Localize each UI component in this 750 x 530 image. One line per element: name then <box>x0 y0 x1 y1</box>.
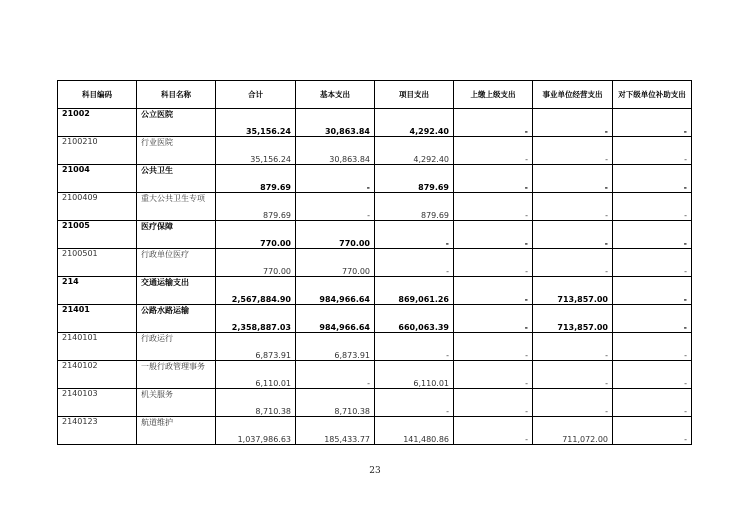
cell-subject-code: 21004 <box>58 165 137 193</box>
page-number: 23 <box>369 466 381 476</box>
cell-remit-superior: - <box>454 221 533 249</box>
cell-subject-name: 公路水路运输 <box>137 305 216 333</box>
header-total: 合计 <box>216 81 296 109</box>
cell-remit-superior: - <box>454 109 533 137</box>
cell-subsidy-subordinate: - <box>613 305 692 333</box>
cell-project-expenditure: - <box>375 333 454 361</box>
cell-subsidy-subordinate: - <box>613 221 692 249</box>
cell-total: 770.00 <box>216 249 296 277</box>
cell-remit-superior: - <box>454 193 533 221</box>
cell-basic-expenditure: 6,873.91 <box>296 333 375 361</box>
table-row <box>58 249 692 277</box>
cell-subsidy-subordinate: - <box>613 417 692 445</box>
cell-basic-expenditure: - <box>296 165 375 193</box>
cell-subject-code: 21401 <box>58 305 137 333</box>
cell-subject-code: 2140102 <box>58 361 137 389</box>
cell-project-expenditure: 141,480.86 <box>375 417 454 445</box>
table-row <box>58 165 692 193</box>
cell-subsidy-subordinate: - <box>613 389 692 417</box>
cell-project-expenditure: 4,292.40 <box>375 109 454 137</box>
cell-basic-expenditure: - <box>296 361 375 389</box>
cell-subject-code: 2140101 <box>58 333 137 361</box>
cell-business-expenditure: 711,072.00 <box>533 417 613 445</box>
cell-subject-name: 行业医院 <box>137 137 216 165</box>
cell-basic-expenditure: 30,863.84 <box>296 109 375 137</box>
table-row <box>58 361 692 389</box>
cell-business-expenditure: - <box>533 389 613 417</box>
cell-business-expenditure: - <box>533 193 613 221</box>
cell-basic-expenditure: 8,710.38 <box>296 389 375 417</box>
cell-project-expenditure: 6,110.01 <box>375 361 454 389</box>
cell-project-expenditure: 879.69 <box>375 193 454 221</box>
header-project-expenditure: 项目支出 <box>375 81 454 109</box>
table-row <box>58 333 692 361</box>
cell-business-expenditure: - <box>533 361 613 389</box>
table-row <box>58 417 692 445</box>
cell-subject-code: 2100210 <box>58 137 137 165</box>
cell-project-expenditure: 879.69 <box>375 165 454 193</box>
cell-total: 6,873.91 <box>216 333 296 361</box>
header-subject-code: 科目编码 <box>58 81 137 109</box>
header-remit-superior: 上缴上级支出 <box>454 81 533 109</box>
cell-business-expenditure: 713,857.00 <box>533 277 613 305</box>
cell-subject-code: 21002 <box>58 109 137 137</box>
table-row <box>58 193 692 221</box>
cell-subsidy-subordinate: - <box>613 193 692 221</box>
cell-project-expenditure: - <box>375 221 454 249</box>
table-row <box>58 305 692 333</box>
cell-subsidy-subordinate: - <box>613 109 692 137</box>
cell-remit-superior: - <box>454 389 533 417</box>
cell-remit-superior: - <box>454 333 533 361</box>
cell-remit-superior: - <box>454 305 533 333</box>
cell-subject-code: 214 <box>58 277 137 305</box>
cell-subject-name: 公立医院 <box>137 109 216 137</box>
cell-basic-expenditure: 770.00 <box>296 249 375 277</box>
cell-subject-code: 2100501 <box>58 249 137 277</box>
cell-business-expenditure: - <box>533 109 613 137</box>
cell-total: 8,710.38 <box>216 389 296 417</box>
table-row <box>58 221 692 249</box>
cell-subject-code: 2140103 <box>58 389 137 417</box>
cell-total: 2,567,884.90 <box>216 277 296 305</box>
header-subject-name: 科目名称 <box>137 81 216 109</box>
cell-remit-superior: - <box>454 277 533 305</box>
cell-subject-code: 21005 <box>58 221 137 249</box>
cell-total: 35,156.24 <box>216 137 296 165</box>
cell-total: 1,037,986.63 <box>216 417 296 445</box>
cell-basic-expenditure: 30,863.84 <box>296 137 375 165</box>
cell-subsidy-subordinate: - <box>613 249 692 277</box>
cell-basic-expenditure: - <box>296 193 375 221</box>
budget-expenditure-table <box>57 80 692 445</box>
cell-total: 879.69 <box>216 165 296 193</box>
cell-remit-superior: - <box>454 137 533 165</box>
cell-subject-code: 2140123 <box>58 417 137 445</box>
cell-business-expenditure: - <box>533 249 613 277</box>
table-header-row <box>58 81 692 109</box>
header-business-expenditure: 事业单位经营支出 <box>533 81 613 109</box>
cell-total: 2,358,887.03 <box>216 305 296 333</box>
header-basic-expenditure: 基本支出 <box>296 81 375 109</box>
cell-business-expenditure: - <box>533 221 613 249</box>
cell-project-expenditure: - <box>375 389 454 417</box>
cell-project-expenditure: 660,063.39 <box>375 305 454 333</box>
cell-basic-expenditure: 984,966.64 <box>296 277 375 305</box>
cell-subsidy-subordinate: - <box>613 277 692 305</box>
cell-project-expenditure: - <box>375 249 454 277</box>
cell-basic-expenditure: 185,433.77 <box>296 417 375 445</box>
table-row <box>58 109 692 137</box>
table-row <box>58 389 692 417</box>
cell-business-expenditure: 713,857.00 <box>533 305 613 333</box>
cell-project-expenditure: 4,292.40 <box>375 137 454 165</box>
cell-subject-name: 机关服务 <box>137 389 216 417</box>
table-body <box>58 109 692 445</box>
cell-project-expenditure: 869,061.26 <box>375 277 454 305</box>
cell-subject-name: 重大公共卫生专项 <box>137 193 216 221</box>
cell-total: 35,156.24 <box>216 109 296 137</box>
cell-subsidy-subordinate: - <box>613 333 692 361</box>
cell-business-expenditure: - <box>533 137 613 165</box>
cell-total: 770.00 <box>216 221 296 249</box>
cell-subject-name: 交通运输支出 <box>137 277 216 305</box>
table-row <box>58 277 692 305</box>
cell-total: 6,110.01 <box>216 361 296 389</box>
cell-remit-superior: - <box>454 361 533 389</box>
cell-subsidy-subordinate: - <box>613 165 692 193</box>
cell-basic-expenditure: 770.00 <box>296 221 375 249</box>
cell-basic-expenditure: 984,966.64 <box>296 305 375 333</box>
cell-subject-code: 2100409 <box>58 193 137 221</box>
cell-remit-superior: - <box>454 165 533 193</box>
cell-subject-name: 一般行政管理事务 <box>137 361 216 389</box>
cell-remit-superior: - <box>454 249 533 277</box>
cell-subsidy-subordinate: - <box>613 361 692 389</box>
cell-subject-name: 航道维护 <box>137 417 216 445</box>
cell-subject-name: 行政单位医疗 <box>137 249 216 277</box>
cell-subject-name: 医疗保障 <box>137 221 216 249</box>
cell-subsidy-subordinate: - <box>613 137 692 165</box>
cell-business-expenditure: - <box>533 333 613 361</box>
header-subsidy-subordinate: 对下级单位补助支出 <box>613 81 692 109</box>
cell-total: 879.69 <box>216 193 296 221</box>
cell-remit-superior: - <box>454 417 533 445</box>
cell-business-expenditure: - <box>533 165 613 193</box>
cell-subject-name: 行政运行 <box>137 333 216 361</box>
table-row <box>58 137 692 165</box>
cell-subject-name: 公共卫生 <box>137 165 216 193</box>
